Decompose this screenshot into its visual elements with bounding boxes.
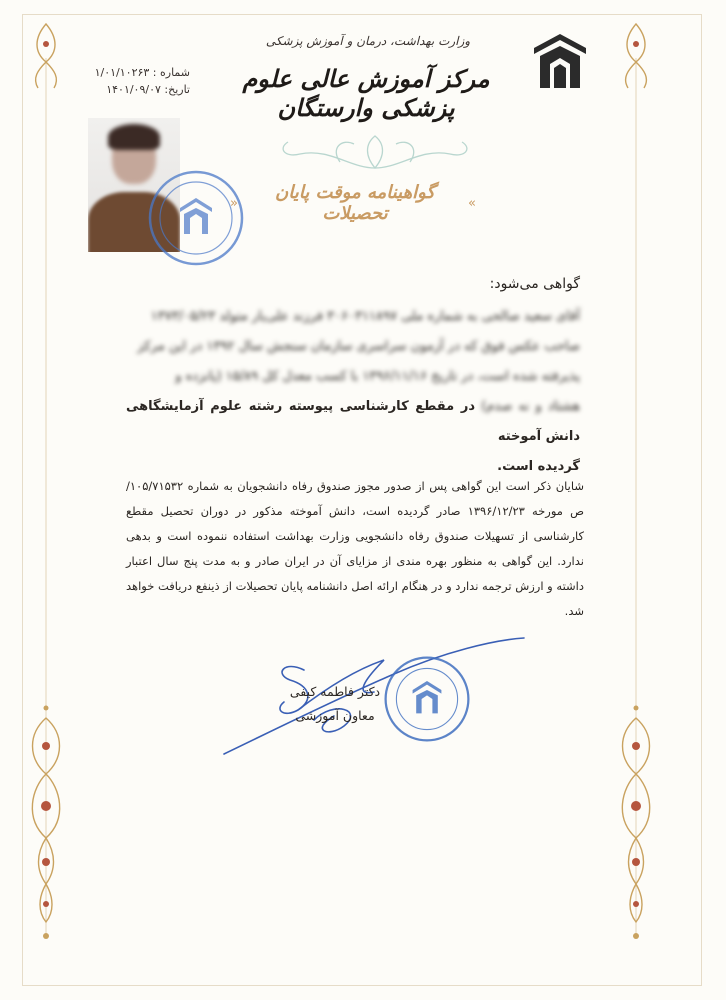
title-ornament-icon: « <box>468 196 476 211</box>
ornament-vine-icon <box>614 18 658 982</box>
title-ornament-icon: » <box>230 196 238 211</box>
signatory-name: دکتر فاطمه کیفی <box>289 684 381 699</box>
certificate-line: پذیرفته شده است، در تاریخ ۱۳۹۶/۱۱/۱۶ با کسب معدل کل ۱۵/۸۹ (پانزده و <box>175 369 580 384</box>
certificate-line: آقای سعید صالحی به شماره ملی ۳۰۶۰۳۱۱۸۹۷ فرزند علی‌یار متولد ۱۳۷۳/۰۵/۲۳ <box>150 309 580 324</box>
stamp-seal-icon <box>146 168 246 268</box>
certificate-line <box>126 392 580 452</box>
certificate-title: گواهینامه موقت پایان تحصیلات <box>275 182 435 224</box>
grade-words: هشتاد و نه صدم) <box>481 399 580 414</box>
header-flourish-icon <box>270 118 480 174</box>
right-border-ornament <box>614 18 658 982</box>
certificate-paragraph-note: شایان ذکر است این گواهی پس از صدور مجوز صندوق رفاه دانشجویان به شماره ۱۰۵/۷۱۵۳۲/ص مورخه ۱۳۹۶/۱۲/۲۳ صادر گردیده است، دانش آموخته مذکور در دوران تحصیل مقطع کارشناسی از تسهیلات صندوق رفاه دانشجویی وزارت بهداشت استفاده ننموده است و بدهی ندارد. این گواهی به منظور بهره مندی از مزایای آن در ایران صادر و به مدت پنج سال اعتبار داشته و ارزش ترجمه ندارد و در هنگام ارائه اصل دانشنامه پایان تحصیلات از ذینفع دریافت خواهد شد. <box>126 479 584 618</box>
document-date: تاریخ: ۱۴۰۱/۰۹/۰۷ <box>106 83 190 96</box>
certificate-paragraph-main <box>126 302 580 482</box>
document-reference <box>80 64 190 98</box>
institution-name: مرکز آموزش عالی علوم پزشکی وارستگان <box>242 64 490 122</box>
degree-text: در مقطع کارشناسی پیوسته رشته علوم آزمایشگاهی دانش آموخته <box>126 399 580 444</box>
institution-logo-icon <box>528 30 592 94</box>
document-number: شماره : ۱/۰۱/۱۰۲۶۳ <box>94 66 190 79</box>
certifies-heading: گواهی می‌شود: <box>489 276 580 292</box>
left-border-ornament <box>24 18 68 982</box>
ministry-name: وزارت بهداشت، درمان و آموزش پزشکی <box>265 34 471 48</box>
ornament-vine-icon <box>24 18 68 982</box>
stamp-seal-icon <box>382 654 472 744</box>
signatory-role: معاون آموزشی <box>295 708 375 723</box>
certificate-line: گردیده است. <box>497 459 580 474</box>
certificate-line: صاحب عکس فوق که در آزمون سراسری سازمان سنجش سال ۱۳۹۲ در این مرکز <box>137 339 580 354</box>
